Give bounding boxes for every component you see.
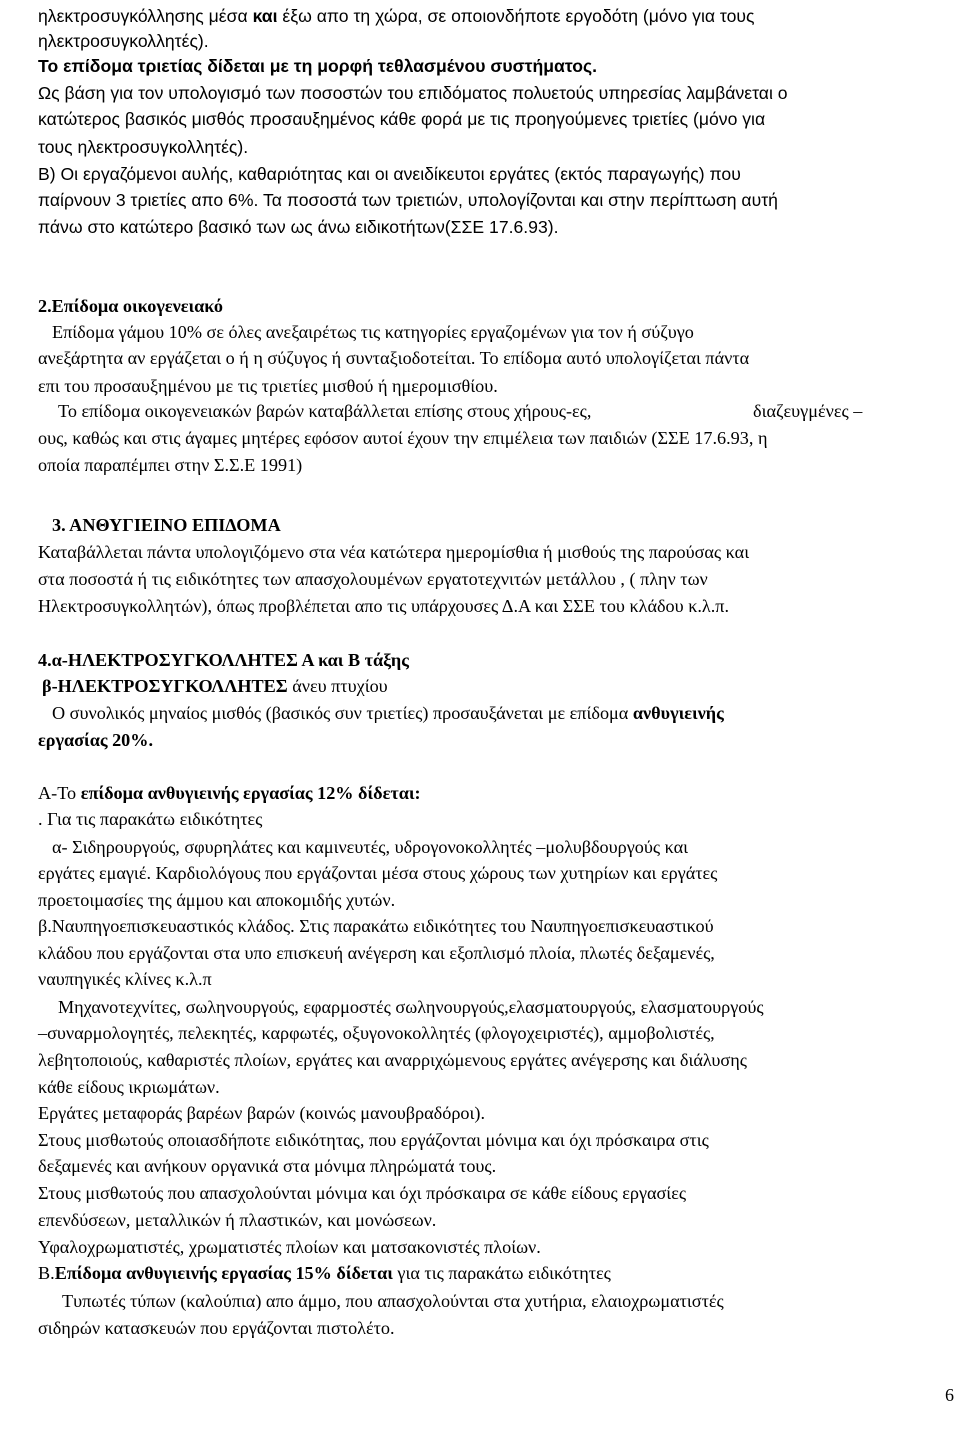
text-run: Υφαλοχρωματιστές, χρωματιστές πλοίων και ματσακονιστές πλοίων. xyxy=(38,1237,541,1257)
bold-text: 2.Επίδομα οικογενειακό xyxy=(38,296,223,316)
text-run: Β) Οι εργαζόμενοι αυλής, καθαριότητας και οι ανειδίκευτοι εργάτες (εκτός παραγωγής) που xyxy=(38,164,741,184)
text-run: ηλεκτροσυγκόλλησης μέσα xyxy=(38,6,253,26)
text-line xyxy=(38,727,153,753)
text-run: α- Σιδηρουργούς, σφυρηλάτες και καμινευτές, υδρογονοκολλητές –μολυβδουργούς και xyxy=(52,837,689,857)
text-run: στα ποσοστά ή τις ειδικότητες των απασχολουμένων εργατοτεχνιτών μετάλλου , ( πλην των xyxy=(38,569,708,589)
text-run: επενδύσεων, μεταλλικών ή πλαστικών, και μονώσεων. xyxy=(38,1210,437,1230)
text-line xyxy=(38,1234,541,1260)
text-line xyxy=(42,673,388,699)
bold-text: β-ΗΛΕΚΤΡΟΣΥΓΚΟΛΛΗΤΕΣ xyxy=(42,676,293,696)
text-line xyxy=(38,1153,496,1179)
text-line xyxy=(38,887,395,913)
text-line xyxy=(38,593,729,619)
text-run: σιδηρών κατασκευών που εργάζονται πιστολέτο. xyxy=(38,1318,395,1338)
text-run: οποία παραπέμπει στην Σ.Σ.Ε 1991) xyxy=(38,455,303,475)
text-run: Επίδομα γάμου 10% σε όλες ανεξαιρέτως τις κατηγορίες εργαζομένων για τον ή σύζυγο xyxy=(52,322,694,342)
text-run: Στους μισθωτούς οποιασδήποτε ειδικότητας, που εργάζονται μόνιμα και όχι πρόσκαιρα στις xyxy=(38,1130,709,1150)
text-line xyxy=(38,860,717,886)
text-line xyxy=(753,398,862,424)
text-line xyxy=(52,834,688,860)
bold-text: Το επίδομα τριετίας δίδεται με τη μορφή τεθλασμένου συστήματος. xyxy=(38,56,598,76)
text-run: β.Ναυπηγοεπισκευαστικός κλάδος. Στις παρακάτω ειδικότητες του Ναυπηγοεπισκευαστικού xyxy=(38,916,714,936)
text-run: Καταβάλλεται πάντα υπολογιζόμενο στα νέα κατώτερα ημερομίσθια ή μισθούς της παρούσας και xyxy=(38,542,750,562)
bold-text: 3. ΑΝΘΥΓΙΕΙΝΟ ΕΠΙΔΟΜΑ xyxy=(52,515,281,535)
text-run: κάθε είδους ικριωμάτων. xyxy=(38,1077,220,1097)
text-run: ηλεκτροσυγκολλητές). xyxy=(38,31,209,51)
text-line xyxy=(38,566,708,592)
text-line xyxy=(58,398,591,424)
text-run: ανεξάρτητα αν εργάζεται ο ή η σύζυγος ή συνταξιοδοτείται. Το επίδομα αυτό υπολογίζεται πάντα xyxy=(38,348,750,368)
page-number: 6 xyxy=(945,1385,954,1405)
text-line xyxy=(38,53,597,79)
text-line xyxy=(38,1207,436,1233)
text-run: επι του προσαυξημένου με τις τριετίες μισθού ή ημερομισθίου. xyxy=(38,376,498,396)
text-line xyxy=(38,1074,220,1100)
text-line xyxy=(38,780,421,806)
text-line xyxy=(38,345,749,371)
text-run: προετοιμασίες της άμμου και αποκομιδής χυτών. xyxy=(38,890,396,910)
text-run: –συναρμολογητές, πελεκητές, καρφωτές, οξυγονοκολλητές (φλογοχειριστές), αμμοβολιστές, xyxy=(38,1023,715,1043)
text-line xyxy=(38,1020,715,1046)
text-run: ους, καθώς και στις άγαμες μητέρες εφόσον αυτοί έχουν την επιμέλεια των παιδιών (ΣΣΕ 17.6.93, η xyxy=(38,428,768,448)
text-line xyxy=(38,1180,686,1206)
text-run: δεξαμενές και ανήκουν οργανικά στα μόνιμα πληρώματά τους. xyxy=(38,1156,497,1176)
text-run: διαζευγμένες – xyxy=(753,401,863,421)
text-line xyxy=(38,187,778,213)
text-line xyxy=(38,1315,395,1341)
text-run: κλάδου που εργάζονται στα υπο επισκευή ανέγερση και εξοπλισμό πλοία, πλωτές δεξαμενές, xyxy=(38,943,715,963)
text-line xyxy=(52,512,281,538)
text-line xyxy=(38,1127,709,1153)
text-run: παίρνουν 3 τριετίες απο 6%. Τα ποσοστά των τριετιών, υπολογίζονται και στην περίπτωση αυτή xyxy=(38,190,778,210)
text-line xyxy=(38,28,209,54)
text-line xyxy=(38,106,765,132)
text-line xyxy=(38,1100,485,1126)
text-line xyxy=(52,700,724,726)
bold-text: εργασίας 20%. xyxy=(38,730,153,750)
text-run: Το επίδομα οικογενειακών βαρών καταβάλλεται επίσης στους χήρους-ες, xyxy=(58,401,592,421)
text-line xyxy=(38,134,248,160)
text-run: λεβητοποιούς, καθαριστές πλοίων, εργάτες και αναρριχώμενους εργάτες ανέγερσης και διάλυσης xyxy=(38,1050,747,1070)
text-run: Α-Το xyxy=(38,783,81,803)
text-run: έξω απο τη χώρα, σε οποιονδήποτε εργοδότη (μόνο για τους xyxy=(277,6,755,26)
text-run: Στους μισθωτούς που απασχολούνται μόνιμα και όχι πρόσκαιρα σε κάθε είδους εργασίες xyxy=(38,1183,687,1203)
bold-text: και xyxy=(252,6,278,26)
text-line xyxy=(38,214,558,240)
text-run: Ο συνολικός μηναίος μισθός (βασικός συν τριετίες) προσαυξάνεται με επίδομα xyxy=(52,703,633,723)
text-line xyxy=(38,806,262,832)
text-line xyxy=(38,1260,611,1286)
text-line xyxy=(38,539,749,565)
text-run: ναυπηγικές κλίνες κ.λ.π xyxy=(38,969,212,989)
text-run: εργάτες εμαγιέ. Καρδιολόγους που εργάζονται μέσα στους χώρους των χυτηρίων και εργάτες xyxy=(38,863,718,883)
text-run: Τυπωτές τύπων (καλούπια) απο άμμο, που απασχολούνται στα χυτήρια, ελαιοχρωματιστές xyxy=(62,1291,724,1311)
text-line xyxy=(38,161,741,187)
text-line xyxy=(38,452,302,478)
text-run: Ηλεκτροσυγκολλητών), όπως προβλέπεται απο τις υπάρχουσες Δ.Α και ΣΣΕ του κλάδου κ.λ.π. xyxy=(38,596,729,616)
text-run: . Για τις παρακάτω ειδικότητες xyxy=(38,809,263,829)
text-run: Β. xyxy=(38,1263,55,1283)
text-line xyxy=(38,425,767,451)
text-line xyxy=(38,1047,747,1073)
text-line xyxy=(38,966,212,992)
bold-text: ανθυγιεινής xyxy=(632,703,724,723)
text-line xyxy=(62,1288,724,1314)
text-run: τους ηλεκτροσυγκολλητές). xyxy=(38,137,249,157)
text-line xyxy=(38,80,788,106)
text-run: άνευ πτυχίου xyxy=(292,676,388,696)
text-run: κατώτερος βασικός μισθός προσαυξημένος κάθε φορά με τις προηγούμενες τριετίες (μόνο για xyxy=(38,109,766,129)
text-run: Μηχανοτεχνίτες, σωληνουργούς, εφαρμοστές σωληνουργούς,ελασματουργούς, ελασματουργούς xyxy=(58,997,764,1017)
text-line xyxy=(52,319,694,345)
bold-text: επίδομα ανθυγιεινής εργασίας 12% δίδεται: xyxy=(80,783,421,803)
text-run: πάνω στο κατώτερο βασικό των ως άνω ειδικοτήτων(ΣΣΕ 17.6.93). xyxy=(38,217,559,237)
text-line xyxy=(38,940,715,966)
bold-text: Επίδομα ανθυγιεινής εργασίας 15% δίδεται xyxy=(54,1263,393,1283)
text-run: για τις παρακάτω ειδικότητες xyxy=(392,1263,611,1283)
text-line xyxy=(38,3,755,29)
text-line xyxy=(38,647,409,673)
bold-text: 4.α-ΗΛΕΚΤΡΟΣΥΓΚΟΛΛΗΤΕΣ Α και Β τάξης xyxy=(38,650,409,670)
text-line xyxy=(38,293,223,319)
text-line xyxy=(38,913,714,939)
text-run: Εργάτες μεταφοράς βαρέων βαρών (κοινώς μανουβραδόροι). xyxy=(38,1103,485,1123)
text-run: Ως βάση για τον υπολογισμό των ποσοστών του επιδόματος πολυετούς υπηρεσίας λαμβάνεται ο xyxy=(38,83,788,103)
text-line xyxy=(38,373,498,399)
text-line xyxy=(58,994,764,1020)
